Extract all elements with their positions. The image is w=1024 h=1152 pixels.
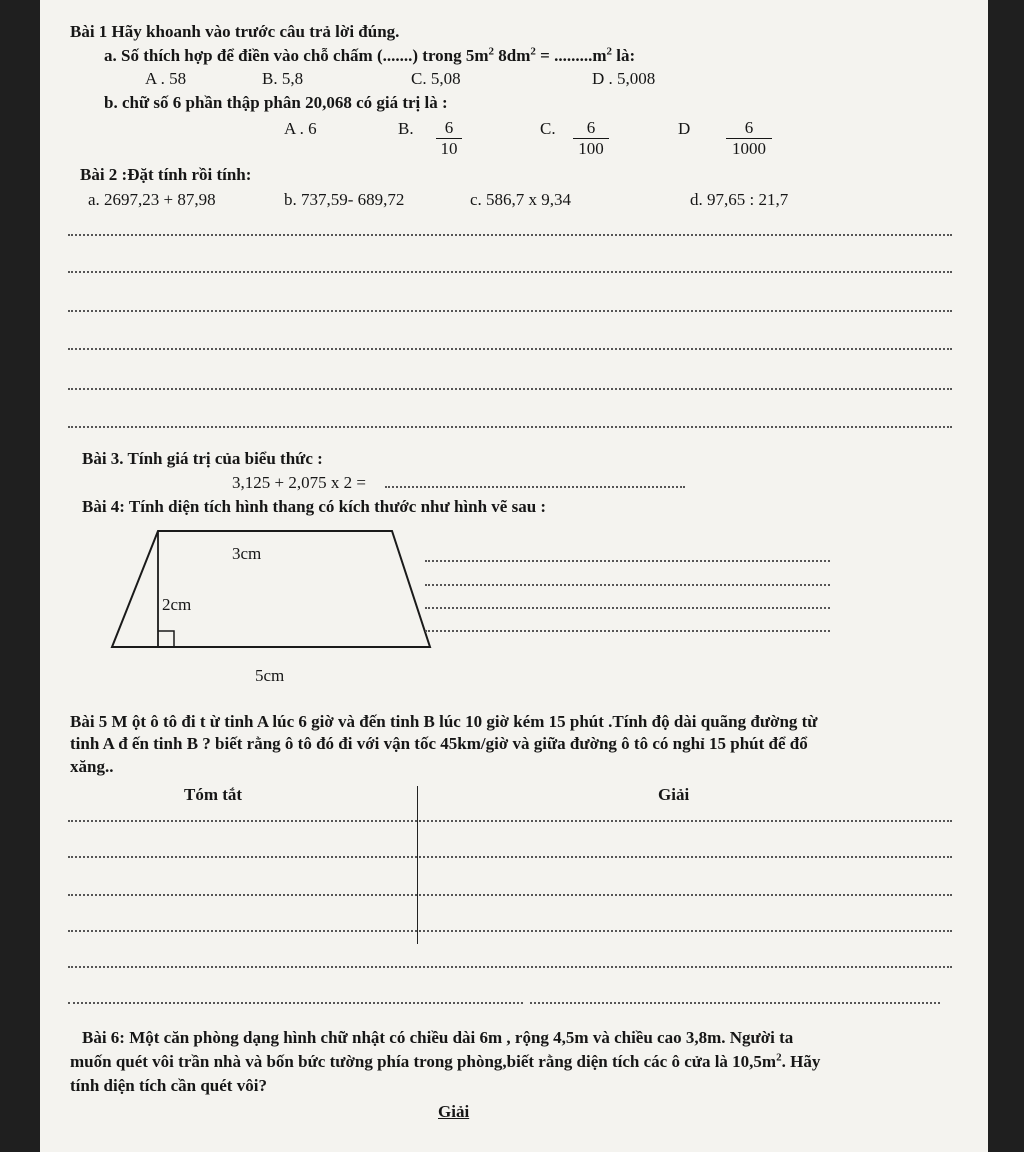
column-divider (417, 786, 418, 944)
bai1-b-option-d-fraction: $\frac{6}{1000}$ (726, 118, 772, 159)
bai2-item-a: a. 2697,23 + 87,98 (88, 190, 216, 209)
answer-line (68, 930, 952, 932)
answer-line (425, 607, 830, 609)
answer-line (68, 966, 952, 968)
bai3-title: Bài 3. Tính giá trị của biểu thức : (82, 449, 323, 468)
answer-line (68, 388, 952, 390)
answer-line (425, 630, 830, 632)
bai3-expression: 3,125 + 2,075 x 2 = (232, 473, 366, 492)
right-angle-mark (158, 631, 174, 647)
bai1-b-option-b-fraction: $\frac{6}{10}$ (436, 118, 462, 159)
answer-line (68, 1002, 523, 1004)
bai1-title: Bài 1 Hãy khoanh vào trước câu trả lời đúng. (70, 22, 400, 41)
bai2-title: Bài 2 :Đặt tính rồi tính: (80, 165, 252, 184)
bai5-summary-label: Tóm tắt (184, 785, 243, 804)
bai1-b-option-c-label: C. (540, 119, 556, 138)
bai1-b-option-d-label: D (678, 119, 691, 138)
bai2-item-c: c. 586,7 x 9,34 (470, 190, 572, 209)
bai4-title: Bài 4: Tính diện tích hình thang có kích thước như hình vẽ sau : (82, 497, 547, 516)
bai2-item-b: b. 737,59- 689,72 (284, 190, 405, 209)
bai1-a-question: a. Số thích hợp để điền vào chỗ chấm (.......) trong $5m^2$ $8dm^2 = .........m^2$ là: (104, 45, 636, 65)
bai1-b-question: b. chữ số 6 phần thập phân 20,068 có giá trị là : (104, 93, 448, 112)
bai5-line3: xăng.. (70, 757, 114, 776)
bai6-line1: Bài 6: Một căn phòng dạng hình chữ nhật có chiều dài 6m , rộng 4,5m và chiều cao 3,8m. Người ta (82, 1028, 794, 1047)
trapezoid-figure (100, 525, 440, 655)
answer-line (68, 234, 952, 236)
bai1-b-option-c-fraction: $\frac{6}{100}$ (573, 118, 609, 159)
trapezoid-shape (112, 531, 430, 647)
answer-line (68, 856, 952, 858)
answer-line (68, 426, 952, 428)
bai1-a-option-c: C. 5,08 (411, 69, 461, 88)
bai6-line3: tính diện tích cần quét vôi? (70, 1076, 267, 1095)
trapezoid-bottom-label: 5cm (255, 666, 285, 685)
answer-line (425, 560, 830, 562)
trapezoid-top-label: 3cm (232, 544, 262, 563)
bai2-item-d: d. 97,65 : 21,7 (690, 190, 789, 209)
answer-line (68, 894, 952, 896)
answer-line (530, 1002, 940, 1004)
bai5-line1: Bài 5 M ột ô tô đi t ừ tinh A lúc 6 giờ và đến tinh B lúc 10 giờ kém 15 phút .Tính độ dài quãng đường từ (70, 712, 818, 731)
answer-line (68, 271, 952, 273)
bai6-line2: muốn quét vôi trần nhà và bốn bức tường phía trong phòng,biết rằng diện tích các ô cửa là $10,5m^2$. Hãy (70, 1051, 821, 1071)
bai1-b-option-a: A . 6 (284, 119, 317, 138)
answer-line (68, 820, 952, 822)
bai1-a-option-a: A . 58 (145, 69, 187, 88)
bai5-solution-label: Giải (658, 785, 690, 804)
bai1-a-option-b: B. 5,8 (262, 69, 304, 88)
trapezoid-height-label: 2cm (162, 595, 192, 614)
bai5-line2: tinh A đ ến tinh B ? biết rằng ô tô đó đi với vận tốc 45km/giờ và giữa đường ô tô có nghỉ 15 phút để đổ (70, 734, 808, 753)
answer-line (385, 486, 685, 488)
answer-line (68, 348, 952, 350)
bai1-b-option-b-label: B. (398, 119, 414, 138)
bai6-solution-label: Giải (438, 1102, 470, 1121)
answer-line (425, 584, 830, 586)
answer-line (68, 310, 952, 312)
bai1-a-option-d: D . 5,008 (592, 69, 656, 88)
